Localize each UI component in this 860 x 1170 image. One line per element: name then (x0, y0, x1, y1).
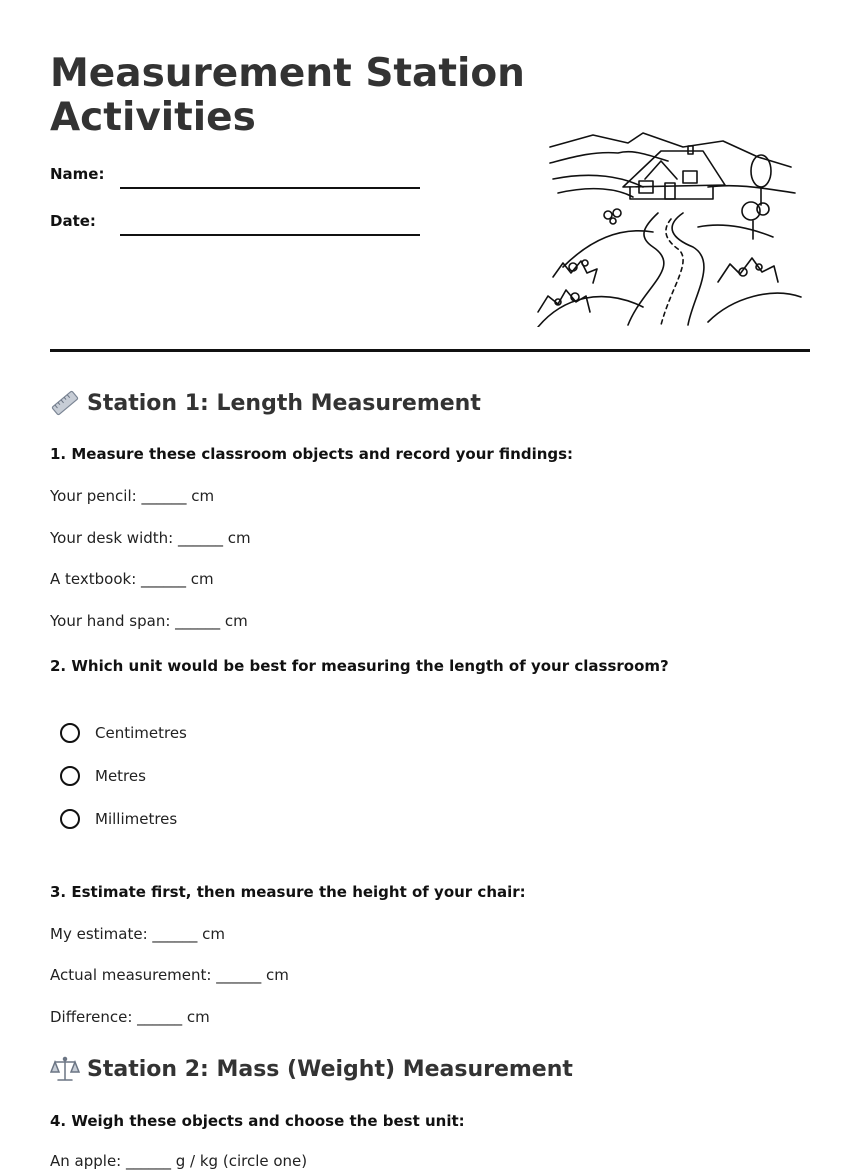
title-line-2: Activities (50, 95, 256, 140)
answer-line-estimate[interactable]: My estimate: ______ cm (50, 925, 226, 943)
answer-line-actual[interactable]: Actual measurement: ______ cm (50, 966, 289, 984)
question-4: 4. Weigh these objects and choose the best unit: (50, 1112, 465, 1130)
answer-line-apple[interactable]: An apple: ______ g / kg (circle one) (50, 1152, 308, 1170)
radio-button[interactable] (60, 723, 80, 743)
option-metres[interactable] (60, 766, 146, 786)
title-line-1: Measurement Station (50, 51, 525, 96)
page-title (50, 52, 525, 140)
radio-button[interactable] (60, 766, 80, 786)
answer-line-difference[interactable]: Difference: ______ cm (50, 1008, 210, 1026)
date-field[interactable] (120, 234, 420, 236)
question-2: 2. Which unit would be best for measuring the length of your classroom? (50, 657, 669, 675)
option-label: Millimetres (95, 810, 178, 828)
station-2-title: Station 2: Mass (Weight) Measurement (87, 1056, 573, 1082)
name-label: Name: (50, 165, 105, 183)
radio-button[interactable] (60, 809, 80, 829)
option-label: Metres (95, 767, 146, 785)
ruler-icon (50, 388, 80, 418)
header-divider (50, 349, 810, 352)
option-label: Centimetres (95, 724, 187, 742)
date-label: Date: (50, 212, 96, 230)
question-3: 3. Estimate first, then measure the height of your chair: (50, 883, 526, 901)
answer-line-hand-span[interactable]: Your hand span: ______ cm (50, 612, 248, 630)
balance-scale-icon (50, 1054, 80, 1084)
option-millimetres[interactable] (60, 809, 177, 829)
answer-line-pencil[interactable]: Your pencil: ______ cm (50, 487, 215, 505)
option-centimetres[interactable] (60, 723, 187, 743)
answer-line-desk-width[interactable]: Your desk width: ______ cm (50, 529, 251, 547)
question-1: 1. Measure these classroom objects and record your findings: (50, 445, 574, 463)
name-field[interactable] (120, 187, 420, 189)
country-house-illustration (533, 127, 803, 327)
station-1-title: Station 1: Length Measurement (87, 390, 481, 416)
answer-line-textbook[interactable]: A textbook: ______ cm (50, 570, 214, 588)
station-1-heading (50, 388, 481, 418)
station-2-heading (50, 1054, 573, 1084)
